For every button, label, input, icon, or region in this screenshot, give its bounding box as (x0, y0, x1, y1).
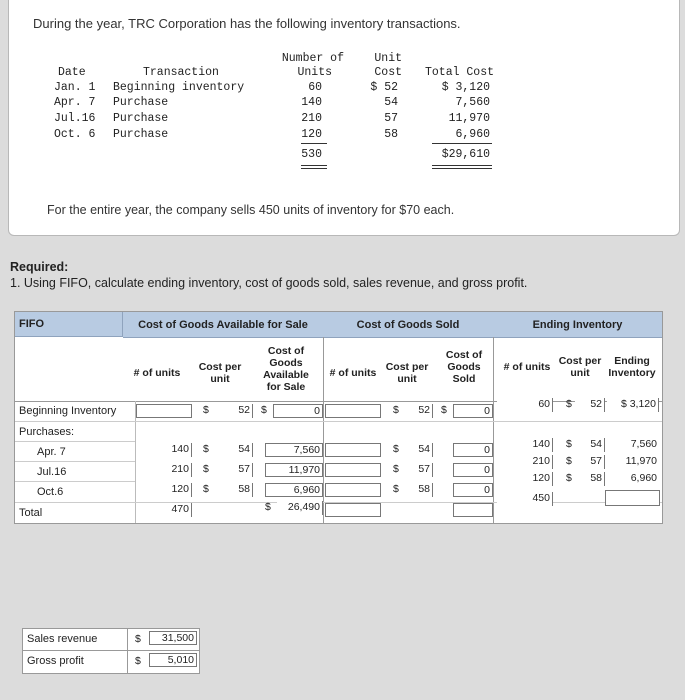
row-divider (15, 461, 135, 462)
jul-end-cost-input[interactable]: 57 (575, 455, 605, 469)
jul-units-input[interactable]: 210 (136, 463, 192, 477)
begin-units-input[interactable] (136, 404, 192, 418)
total-units-input[interactable]: 470 (136, 503, 192, 517)
jul-end-units-input[interactable]: 210 (497, 455, 553, 469)
col-units-header-1: Number of (281, 52, 344, 65)
begin-cogs-total-input[interactable]: 0 (453, 404, 493, 418)
oct-cogs-units-input[interactable] (325, 483, 381, 497)
col-divider (323, 337, 324, 523)
jul-cogs-cost-input[interactable]: 57 (405, 463, 433, 477)
row-label-oct: Oct.6 (37, 486, 64, 498)
dollar-sign: $ (203, 463, 209, 475)
row-label-beginning: Beginning Inventory (19, 405, 117, 417)
oct-cost-input[interactable]: 58 (215, 483, 253, 497)
dollar-sign: $ (566, 472, 572, 484)
oct-end-units-input[interactable]: 120 (497, 472, 553, 486)
col-cost-header-1: Unit (374, 52, 402, 65)
tx-row-total: 11,970 (448, 112, 490, 125)
oct-end-total-input[interactable]: 6,960 (607, 472, 659, 486)
ending-total-subheader: Ending Inventory (608, 355, 656, 379)
total-underline (432, 143, 492, 144)
row-divider (15, 421, 662, 422)
cogs-group-header: Cost of Goods Sold (323, 312, 494, 338)
tx-row-transaction: Purchase (113, 112, 169, 125)
dollar-sign: $ (566, 455, 572, 467)
dollar-sign: $ (393, 483, 399, 495)
col-total-header: Total Cost (424, 66, 494, 79)
total-units: 530 (301, 148, 322, 161)
summary-col-divider (127, 629, 128, 673)
row-divider (15, 441, 135, 442)
total-double-underline (432, 165, 492, 169)
tx-row-transaction: Beginning inventory (113, 81, 245, 94)
sales-revenue-label: Sales revenue (27, 633, 98, 645)
jul-cgas-input[interactable]: 11,970 (265, 463, 323, 477)
row-label-apr: Apr. 7 (37, 446, 66, 458)
oct-cogs-cost-input[interactable]: 58 (405, 483, 433, 497)
tx-row-date: Jan. 1 (54, 81, 96, 94)
cogs-total-subheader: Cost of Goods Sold (445, 349, 483, 385)
dollar-sign: $ (203, 404, 209, 416)
total-cogs-units-input[interactable] (325, 503, 381, 517)
tx-row-total: 6,960 (455, 128, 490, 141)
dollar-sign: $ (393, 463, 399, 475)
header-divider (15, 401, 662, 402)
units-underline (301, 143, 327, 144)
jul-cost-input[interactable]: 57 (215, 463, 253, 477)
ending-units-subheader: # of units (503, 361, 551, 373)
row-divider (15, 481, 135, 482)
oct-cogs-total-input[interactable]: 0 (453, 483, 493, 497)
jul-end-total-input[interactable]: 11,970 (607, 455, 659, 469)
total-cogs-total-input[interactable] (453, 503, 493, 517)
total-cost: $29,610 (441, 148, 490, 161)
tx-row-cost: 58 (384, 128, 398, 141)
tx-row-total: $ 3,120 (441, 81, 490, 94)
apr-cgas-input[interactable]: 7,560 (265, 443, 323, 457)
dollar-sign: $ (393, 404, 399, 416)
apr-end-units-input[interactable]: 140 (497, 438, 553, 452)
oct-end-cost-input[interactable]: 58 (575, 472, 605, 486)
row-label-total: Total (19, 507, 43, 519)
required-title: Required: (10, 260, 69, 274)
begin-end-total-input[interactable]: $ 3,120 (607, 398, 659, 412)
dollar-sign: $ (393, 443, 399, 455)
required-instruction: 1. Using FIFO, calculate ending inventory, cost of goods sold, sales revenue, and gross profit. (10, 276, 528, 290)
dollar-sign: $ (135, 655, 141, 667)
dollar-sign: $ (265, 501, 271, 513)
cogs-units-subheader: # of units (329, 367, 377, 379)
apr-cogs-cost-input[interactable]: 54 (405, 443, 433, 457)
tx-row-units: 210 (301, 112, 322, 125)
tx-row-units: 60 (308, 81, 322, 94)
summary-divider (23, 650, 199, 651)
tx-row-cost: 57 (384, 112, 398, 125)
tx-row-cost: $ 52 (370, 81, 398, 94)
cgas-group-header: Cost of Goods Available for Sale (123, 312, 324, 338)
oct-units-input[interactable]: 120 (136, 483, 192, 497)
total-end-units-input[interactable]: 450 (497, 492, 553, 506)
dollar-sign: $ (566, 398, 572, 410)
fifo-table (14, 311, 663, 524)
dollar-sign: $ (441, 404, 447, 416)
tx-row-date: Apr. 7 (54, 96, 96, 109)
fifo-label: FIFO (15, 312, 123, 337)
begin-cogs-units-input[interactable] (325, 404, 381, 418)
col-units-header-2: Units (297, 66, 332, 79)
col-date-header: Date (58, 66, 86, 79)
gross-profit-label: Gross profit (27, 655, 84, 667)
cgas-costper-subheader: Cost per unit (198, 361, 242, 385)
dollar-sign: $ (203, 443, 209, 455)
cgas-units-subheader: # of units (133, 367, 181, 379)
apr-cogs-total-input[interactable]: 0 (453, 443, 493, 457)
units-double-underline (301, 165, 327, 169)
tx-row-total: 7,560 (455, 96, 490, 109)
dollar-sign: $ (566, 438, 572, 450)
tx-row-date: Oct. 6 (54, 128, 96, 141)
tx-row-transaction: Purchase (113, 128, 169, 141)
ending-group-header: Ending Inventory (493, 312, 662, 338)
summary-box (22, 628, 200, 674)
apr-cogs-units-input[interactable] (325, 443, 381, 457)
total-cgas-input[interactable]: 26,490 (277, 501, 323, 515)
intro-text: During the year, TRC Corporation has the following inventory transactions. (33, 16, 461, 31)
cgas-total-subheader: Cost of Goods Available for Sale (263, 345, 309, 393)
total-end-total-input[interactable] (605, 490, 660, 506)
row-label-jul: Jul.16 (37, 466, 67, 478)
ending-costper-subheader: Cost per unit (558, 355, 602, 379)
dollar-sign: $ (135, 633, 141, 645)
jul-cogs-total-input[interactable]: 0 (453, 463, 493, 477)
problem-card (8, 0, 680, 236)
tx-row-date: Jul.16 (54, 112, 96, 125)
gross-profit-input[interactable]: 5,010 (149, 653, 197, 667)
apr-end-cost-input[interactable]: 54 (575, 438, 605, 452)
col-transaction-header: Transaction (143, 66, 219, 79)
begin-cgas-input[interactable]: 0 (273, 404, 323, 418)
jul-cogs-units-input[interactable] (325, 463, 381, 477)
col-divider (493, 337, 494, 523)
col-cost-header-2: Cost (374, 66, 402, 79)
begin-end-cost-input[interactable]: 52 (575, 398, 605, 412)
cogs-costper-subheader: Cost per unit (385, 361, 429, 385)
begin-cost-input[interactable]: 52 (215, 404, 253, 418)
sales-statement: For the entire year, the company sells 450 units of inventory for $70 each. (47, 203, 455, 217)
oct-cgas-input[interactable]: 6,960 (265, 483, 323, 497)
begin-end-units-input[interactable]: 60 (497, 398, 553, 412)
tx-row-units: 140 (301, 96, 322, 109)
row-label-purchases: Purchases: (19, 426, 75, 438)
dollar-sign: $ (203, 483, 209, 495)
begin-cogs-cost-input[interactable]: 52 (405, 404, 433, 418)
sales-revenue-input[interactable]: 31,500 (149, 631, 197, 645)
dollar-sign: $ (261, 404, 267, 416)
apr-units-input[interactable]: 140 (136, 443, 192, 457)
apr-end-total-input[interactable]: 7,560 (607, 438, 659, 452)
tx-row-transaction: Purchase (113, 96, 169, 109)
tx-row-cost: 54 (384, 96, 398, 109)
tx-row-units: 120 (301, 128, 322, 141)
apr-cost-input[interactable]: 54 (215, 443, 253, 457)
